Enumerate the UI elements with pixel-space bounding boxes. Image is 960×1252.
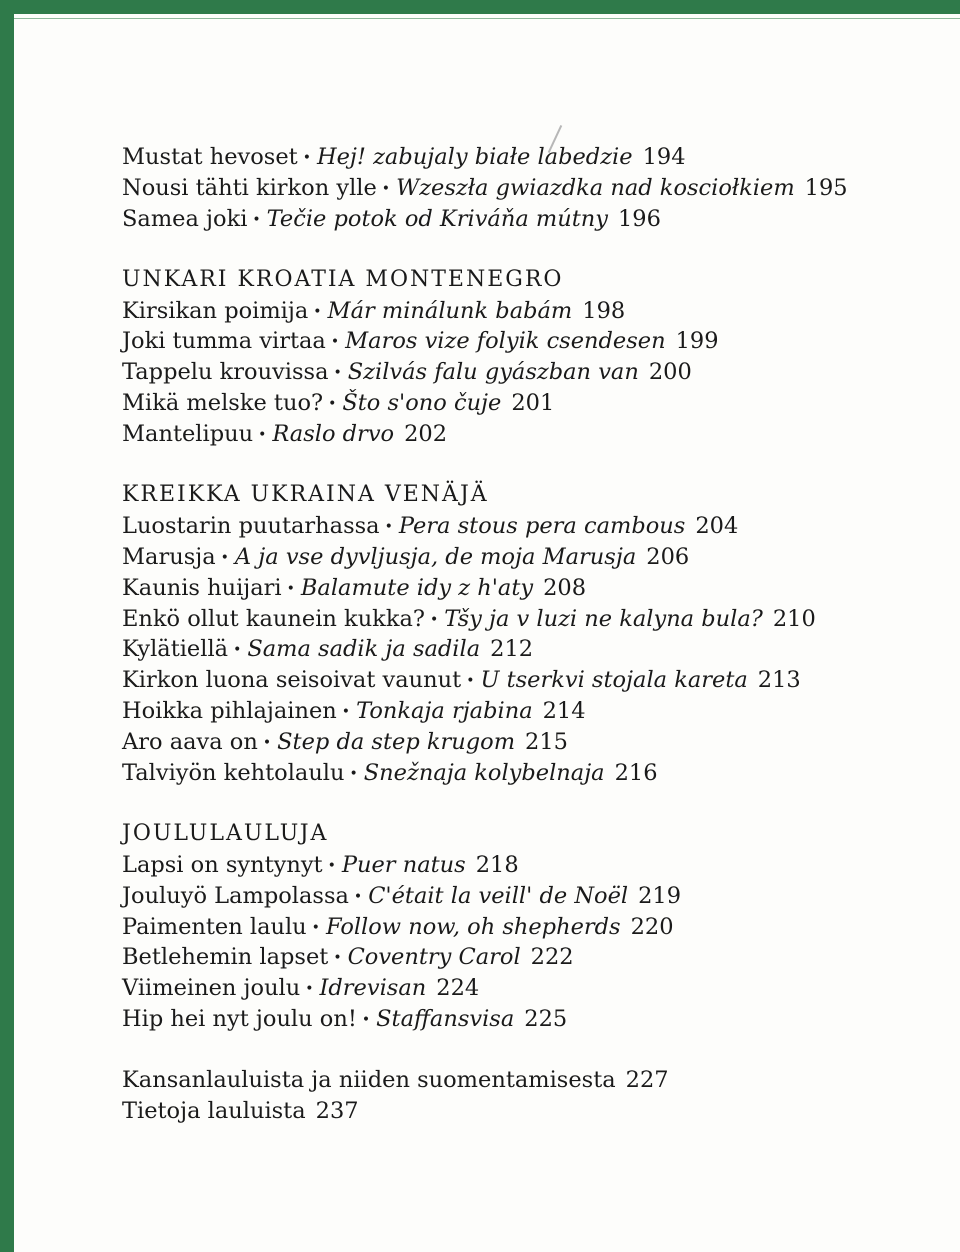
bullet-separator: • (233, 642, 242, 659)
page-number: 210 (772, 605, 816, 632)
page-number: 227 (625, 1067, 669, 1094)
finnish-title: Joki tumma virtaa (122, 328, 326, 355)
toc-entry (122, 419, 942, 450)
bullet-separator: • (220, 549, 229, 566)
page-number: 194 (642, 144, 686, 170)
finnish-title: Enkö ollut kaunein kukka? (122, 605, 425, 632)
original-title: Szilvás falu gyászban van (347, 359, 639, 386)
finnish-title: Luostarin puutarhassa (122, 512, 380, 539)
original-title: Coventry Carol (347, 944, 521, 971)
bullet-separator: • (313, 303, 322, 320)
toc-entry (122, 573, 942, 604)
finnish-title: Aro aava on (122, 729, 258, 756)
page-number: 224 (436, 975, 480, 1002)
bullet-separator: • (341, 704, 351, 721)
toc-entry (122, 942, 942, 973)
finnish-title: Jouluyö Lampolassa (122, 882, 349, 909)
original-title: Staffansvisa (376, 1006, 515, 1033)
finnish-title: Kylätiellä (122, 636, 229, 663)
bullet-separator: • (361, 1012, 371, 1029)
toc-entry (122, 850, 942, 881)
page-number: 201 (511, 390, 555, 417)
bullet-separator: • (305, 981, 314, 998)
toc-entry (122, 357, 942, 388)
original-title: Idrevisan (319, 975, 427, 1002)
page-number: 215 (525, 729, 568, 756)
original-title: Pera stous pera cambous (398, 512, 686, 539)
page-number: 212 (490, 636, 534, 663)
toc-entry (122, 142, 942, 173)
bullet-separator: • (349, 766, 358, 783)
original-title: Tečie potok od Kriváňa mútny (266, 205, 608, 232)
finnish-title: Kirkon luona seisoivat vaunut (122, 667, 462, 694)
page-number: 204 (695, 512, 739, 539)
toc-entry (122, 296, 942, 327)
section-heading: JOULULAULUJA (122, 820, 329, 846)
finnish-title: Hip hei nyt joulu on! (122, 1006, 357, 1033)
toc-entry (122, 511, 942, 542)
original-title: Snežnaja kolybelnaja (363, 760, 605, 787)
finnish-title: Lapsi on syntynyt (122, 851, 323, 878)
bullet-separator: • (333, 365, 342, 382)
section-gap (122, 789, 942, 819)
bullet-separator: • (302, 150, 311, 166)
original-title: Balamute idy z h'aty (300, 574, 534, 601)
bullet-separator: • (381, 180, 391, 197)
finnish-title: Mikä melske tuo? (122, 390, 324, 417)
toc-entry (122, 665, 942, 696)
bullet-separator: • (429, 611, 439, 628)
bullet-separator: • (384, 518, 393, 535)
page-number: 200 (648, 359, 692, 386)
original-title: Raslo drvo (272, 421, 395, 448)
page-number: 206 (646, 543, 690, 570)
finnish-title: Viimeinen joulu (122, 975, 301, 1002)
toc-entry (122, 727, 942, 758)
section-gap (122, 1035, 942, 1065)
finnish-title: Talviyön kehtolaulu (122, 760, 345, 787)
bullet-separator: • (286, 580, 295, 597)
page-number: 216 (614, 760, 658, 787)
table-of-contents (122, 142, 942, 1127)
page-number: 219 (638, 882, 682, 909)
toc-entry (122, 388, 942, 419)
toc-entry (122, 912, 942, 943)
toc-entry (122, 1004, 942, 1035)
finnish-title: Mantelipuu (122, 421, 254, 448)
bullet-separator: • (262, 735, 272, 752)
toc-entry (122, 326, 942, 357)
page-number: 196 (617, 205, 661, 232)
appendix-entry (122, 1096, 942, 1127)
bullet-separator: • (252, 211, 261, 228)
bullet-separator: • (258, 427, 267, 444)
finnish-title: Nousi tähti kirkon ylle (122, 174, 377, 201)
original-title: Sama sadik ja sadila (247, 636, 481, 663)
original-title: Što s'ono čuje (342, 390, 502, 417)
page-number: 225 (524, 1006, 568, 1033)
appendix-title: Tietoja lauluista (122, 1098, 306, 1125)
bullet-separator: • (327, 857, 336, 874)
bullet-separator: • (466, 673, 475, 690)
page-number: 195 (804, 174, 848, 201)
original-title: Wzeszła gwiazdka nad kosciołkiem (396, 174, 795, 201)
original-title: Tonkaja rjabina (356, 698, 533, 725)
appendix-title: Kansanlauluista ja niiden suomentamisesta (122, 1067, 616, 1094)
finnish-title: Betlehemin lapset (122, 944, 329, 971)
section-gap (122, 235, 942, 265)
page-number: 199 (675, 328, 719, 355)
original-title: C'était la veill' de Noël (368, 882, 629, 909)
toc-entry (122, 973, 942, 1004)
finnish-title: Paimenten laulu (122, 913, 307, 940)
page-number: 202 (404, 421, 448, 448)
toc-entry (122, 542, 942, 573)
original-title: Tšy ja v luzi ne kalyna bula? (444, 605, 763, 632)
page-number: 198 (582, 297, 626, 324)
page-number: 214 (542, 698, 586, 725)
page-number: 237 (315, 1098, 359, 1125)
toc-entry (122, 634, 942, 665)
bullet-separator: • (353, 888, 363, 905)
section-gap (122, 450, 942, 480)
page-number: 222 (530, 944, 574, 971)
page-number: 213 (757, 667, 801, 694)
original-title: Step da step krugom (277, 729, 516, 756)
original-title: A ja vse dyvljusja, de moja Marusja (234, 543, 637, 570)
toc-entry (122, 173, 942, 204)
finnish-title: Kirsikan poimija (122, 297, 309, 324)
finnish-title: Marusja (122, 543, 216, 570)
top-rule (14, 12, 960, 14)
original-title: U tserkvi stojala kareta (480, 667, 748, 694)
original-title: Puer natus (341, 851, 466, 878)
toc-entry (122, 696, 942, 727)
finnish-title: Samea joki (122, 205, 248, 232)
finnish-title: Kaunis huijari (122, 574, 282, 601)
original-title: Hej! zabujaly białe labedzie (316, 144, 633, 170)
section-heading: UNKARI KROATIA MONTENEGRO (122, 266, 564, 292)
bullet-separator: • (311, 919, 320, 936)
page-number: 218 (475, 851, 519, 878)
bullet-separator: • (330, 334, 340, 351)
original-title: Már minálunk babám (327, 297, 573, 324)
toc-entry (122, 604, 942, 635)
original-title: Maros vize folyik csendesen (345, 328, 666, 355)
toc-entry (122, 204, 942, 235)
appendix-entry (122, 1065, 942, 1096)
toc-entry (122, 758, 942, 789)
bullet-separator: • (328, 396, 337, 413)
finnish-title: Tappelu krouvissa (122, 359, 329, 386)
finnish-title: Hoikka pihlajainen (122, 698, 337, 725)
original-title: Follow now, oh shepherds (325, 913, 621, 940)
top-rule-thin (14, 18, 960, 19)
book-page (14, 12, 960, 1252)
page-number: 208 (543, 574, 587, 601)
section-heading: KREIKKA UKRAINA VENÄJÄ (122, 482, 489, 508)
toc-entry (122, 881, 942, 912)
bullet-separator: • (333, 950, 342, 967)
page-number: 220 (630, 913, 674, 940)
finnish-title: Mustat hevoset (122, 144, 298, 170)
